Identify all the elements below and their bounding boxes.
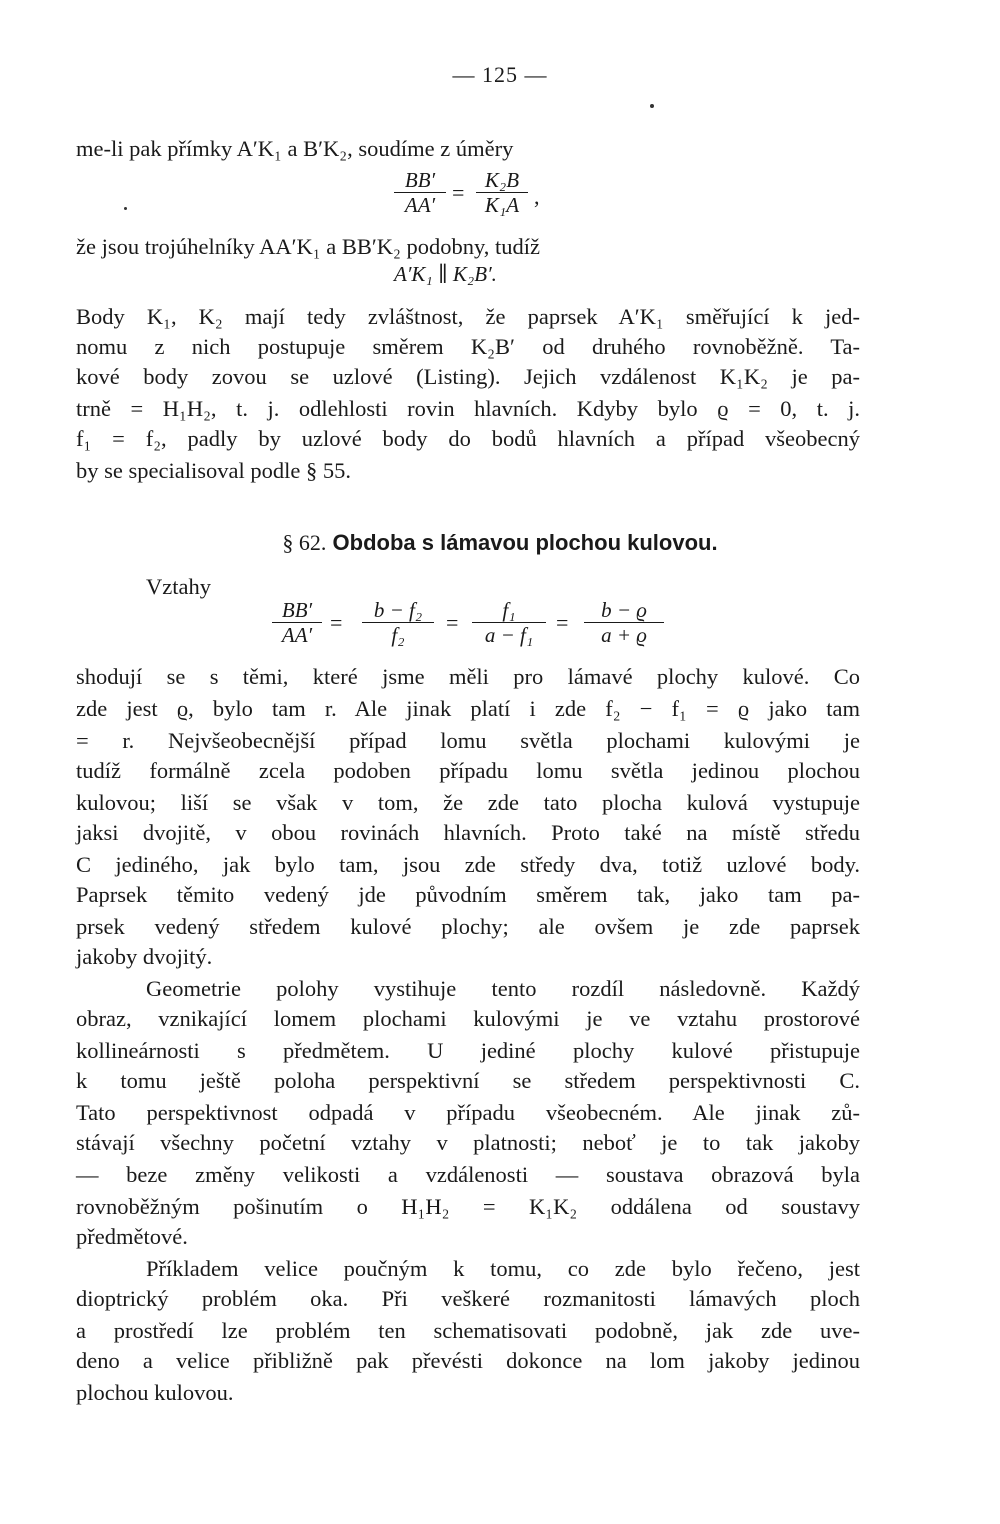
text-line: Příkladem velice poučným k tomu, co zde bylo řečeno, jest xyxy=(146,1256,860,1281)
text-line: rovnoběžným pošinutím o H₁H₂ = K₁K₂ oddálena od soustavy xyxy=(76,1194,860,1219)
fraction-b-f2: $\frac{\text{b − f₂}}{\text{f₂}}$ xyxy=(362,598,434,647)
text-line: Body K₁, K₂ mají tedy zvláštnost, že paprsek A′K₁ směřující k jed- xyxy=(76,304,860,329)
text-line: Paprsek těmito vedený jde původním směrem tak, jako tam pa- xyxy=(76,882,860,907)
page-number: — 125 — xyxy=(452,62,548,87)
text-line: kulovou; liší se však v tom, že zde tato plocha kulová vystupuje xyxy=(76,790,860,815)
section-heading xyxy=(0,530,1000,556)
text-line: Vztahy xyxy=(146,574,211,599)
text-line: předmětové. xyxy=(76,1224,188,1249)
fraction-b-rho: $\frac{b - ϱ}{a + ϱ}$ xyxy=(584,598,664,647)
text-line: deno a velice přibližně pak převésti dokonce na lom jakoby jedinou xyxy=(76,1348,860,1373)
fraction-k2b-k1a: $\frac{\text{K₂B}}{\text{K₁A}}$ xyxy=(476,168,528,217)
parallel-formula: A′K₁ ∥ K₂B′. xyxy=(394,262,497,286)
print-speck xyxy=(650,104,654,108)
fraction-f1-a: $\frac{\text{f₁}}{\text{a − f₁}}$ xyxy=(472,598,546,647)
text-line: obraz, vznikající lomem plochami kulovými je ve vztahu prostorové xyxy=(76,1006,860,1031)
text-line: C jediného, jak bylo tam, jsou zde středy dva, totiž uzlové body. xyxy=(76,852,860,877)
section-title: Obdoba s lámavou plochou kulovou. xyxy=(332,530,718,555)
text-line: dioptrický problém oka. Při veškeré rozmanitosti lámavých ploch xyxy=(76,1286,860,1311)
equals-sign: = xyxy=(556,610,569,635)
text-line: = r. Nejvšeobecnější případ lomu světla plochami kulovými je xyxy=(76,728,860,753)
print-speck xyxy=(124,207,127,210)
text-line: Geometrie polohy vystihuje tento rozdíl následovně. Každý xyxy=(146,976,860,1001)
text-line: by se specialisoval podle § 55. xyxy=(76,458,351,483)
text-line: jakoby dvojitý. xyxy=(76,944,213,969)
text-line: stávají všechny početní vztahy v platnosti; neboť je to tak jakoby xyxy=(76,1130,860,1155)
fraction-bb-aa: $\frac{BB'}{AA'}$ xyxy=(272,598,322,647)
text-line: kollineárnosti s předmětem. U jediné plochy kulové přistupuje xyxy=(76,1038,860,1063)
text-line: me-li pak přímky A′K₁ a B′K₂, soudíme z úměry xyxy=(76,136,514,161)
text-line: zde jest ϱ, bylo tam r. Ale jinak platí i zde f₂ − f₁ = ϱ jako tam xyxy=(76,696,860,721)
comma: , xyxy=(534,184,540,209)
text-line: nomu z nich postupuje směrem K₂B′ od druhého rovnoběžně. Ta- xyxy=(76,334,860,359)
section-number: § 62. xyxy=(282,530,327,555)
text-line: tudíž formálně zcela podoben případu lomu světla jedinou plochou xyxy=(76,758,860,783)
text-line: k tomu ještě poloha perspektivní se středem perspektivnosti C. xyxy=(76,1068,860,1093)
text-line: plochou kulovou. xyxy=(76,1380,234,1405)
text-line: jaksi dvojitě, v obou rovinách hlavních. Proto také na místě středu xyxy=(76,820,860,845)
equals-sign: = xyxy=(330,610,343,635)
text-line: že jsou trojúhelníky AA′K₁ a BB′K₂ podobny, tudíž xyxy=(76,234,541,259)
text-line: trně = H₁H₂, t. j. odlehlosti rovin hlavních. Kdyby bylo ϱ = 0, t. j. xyxy=(76,396,860,421)
equals-sign: = xyxy=(452,180,465,205)
text-line: f₁ = f₂, padly by uzlové body do bodů hlavních a případ všeobecný xyxy=(76,426,860,451)
equals-sign: = xyxy=(446,610,459,635)
text-line: — beze změny velikosti a vzdálenosti — soustava obrazová byla xyxy=(76,1162,860,1187)
text-line: prsek vedený středem kulové plochy; ale ovšem je zde paprsek xyxy=(76,914,860,939)
text-line: Tato perspektivnost odpadá v případu všeobecném. Ale jinak zů- xyxy=(76,1100,860,1125)
text-line: kové body zovou se uzlové (Listing). Jejich vzdálenost K₁K₂ je pa- xyxy=(76,364,860,389)
text-line: shodují se s těmi, které jsme měli pro lámavé plochy kulové. Co xyxy=(76,664,860,689)
fraction-bb-aa: $\frac{BB'}{AA'}$ xyxy=(394,168,446,217)
text-line: a prostředí lze problém ten schematisovati podobně, jak zde uve- xyxy=(76,1318,860,1343)
